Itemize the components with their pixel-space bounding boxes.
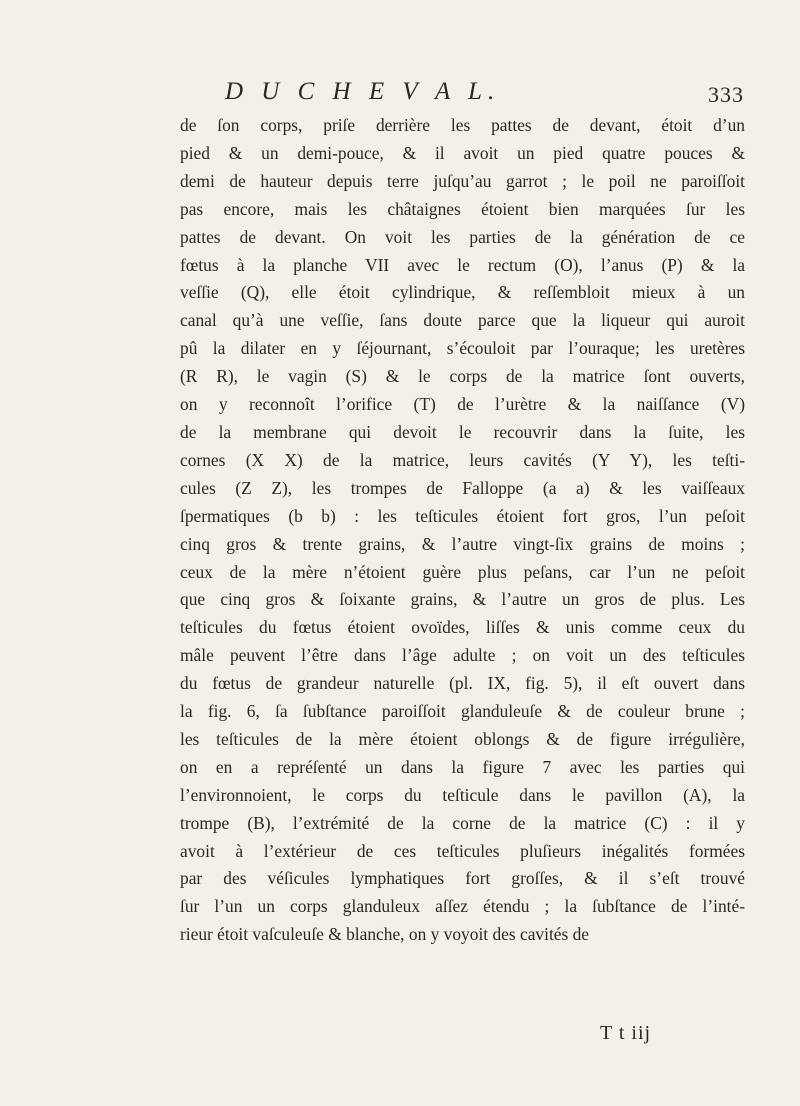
text-line: ceux de la mère n’étoient guère plus peſans, car l’un ne peſoit <box>180 561 745 582</box>
text-line: du fœtus de grandeur naturelle (pl. IX, fig. 5), il eſt ouvert dans <box>180 673 745 694</box>
text-line: de la membrane qui devoit le recouvrir dans la ſuite, les <box>180 421 745 442</box>
text-line: demi de hauteur depuis terre juſqu’au garrot ; le poil ne paroiſſoit <box>180 170 745 191</box>
running-title: D U C H E V A L. <box>225 78 501 105</box>
text-line: pas encore, mais les châtaignes étoient bien marquées ſur les <box>180 198 745 219</box>
text-line: ſur l’un un corps glanduleux aſſez étendu ; la ſubſtance de l’inté- <box>180 896 745 917</box>
text-line: (R R), le vagin (S) & le corps de la matrice ſont ouverts, <box>180 366 745 387</box>
page-number: 333 <box>708 82 744 107</box>
text-line: pû la dilater en y ſéjournant, s’écouloit par l’ouraque; les uretères <box>180 338 745 359</box>
text-line: pied & un demi-pouce, & il avoit un pied quatre pouces & <box>180 142 745 163</box>
text-line: rieur étoit vaſculeuſe & blanche, on y voyoit des cavités de <box>180 924 590 945</box>
text-line: cules (Z Z), les trompes de Falloppe (a a) & les vaiſſeaux <box>180 477 745 498</box>
text-line: on en a repréſenté un dans la figure 7 avec les parties qui <box>180 756 745 777</box>
text-line: canal qu’à une veſſie, ſans doute parce que la liqueur qui auroit <box>180 310 745 331</box>
text-line: de ſon corps, priſe derrière les pattes de devant, étoit d’un <box>180 115 745 135</box>
text-line: l’environnoient, le corps du teſticule dans le pavillon (A), la <box>180 784 745 805</box>
text-line: cornes (X X) de la matrice, leurs cavités (Y Y), les teſti- <box>180 449 745 470</box>
text-line: pattes de devant. On voit les parties de la génération de ce <box>180 226 745 247</box>
text-line: les teſticules de la mère étoient oblongs & de figure irrégulière, <box>180 728 745 749</box>
text-line: cinq gros & trente grains, & l’autre vingt-ſix grains de moins ; <box>180 533 745 554</box>
text-line: avoit à l’extérieur de ces teſticules pluſieurs inégalités formées <box>180 840 745 861</box>
text-line: que cinq gros & ſoixante grains, & l’autre un gros de plus. Les <box>180 589 745 610</box>
text-line: veſſie (Q), elle étoit cylindrique, & reſſembloit mieux à un <box>180 282 745 303</box>
text-line: par des véſicules lymphatiques fort groſſes, & il s’eſt trouvé <box>180 868 745 889</box>
text-line: trompe (B), l’extrémité de la corne de la matrice (C) : il y <box>180 812 745 833</box>
text-line: ſpermatiques (b b) : les teſticules étoient fort gros, l’un peſoit <box>180 505 745 526</box>
text-line: teſticules du fœtus étoient ovoïdes, liſſes & unis comme ceux du <box>180 617 745 638</box>
text-line: la fig. 6, ſa ſubſtance paroiſſoit glanduleuſe & de couleur brune ; <box>180 701 745 722</box>
body-text <box>180 112 745 949</box>
signature-mark: T t iij <box>600 1022 652 1044</box>
running-head <box>0 78 800 112</box>
text-line: fœtus à la planche VII avec le rectum (O), l’anus (P) & la <box>180 254 745 275</box>
text-line: mâle peuvent l’être dans l’âge adulte ; on voit un des teſticules <box>180 645 745 666</box>
text-line: on y reconnoît l’orifice (T) de l’urètre & la naiſſance (V) <box>180 394 745 415</box>
